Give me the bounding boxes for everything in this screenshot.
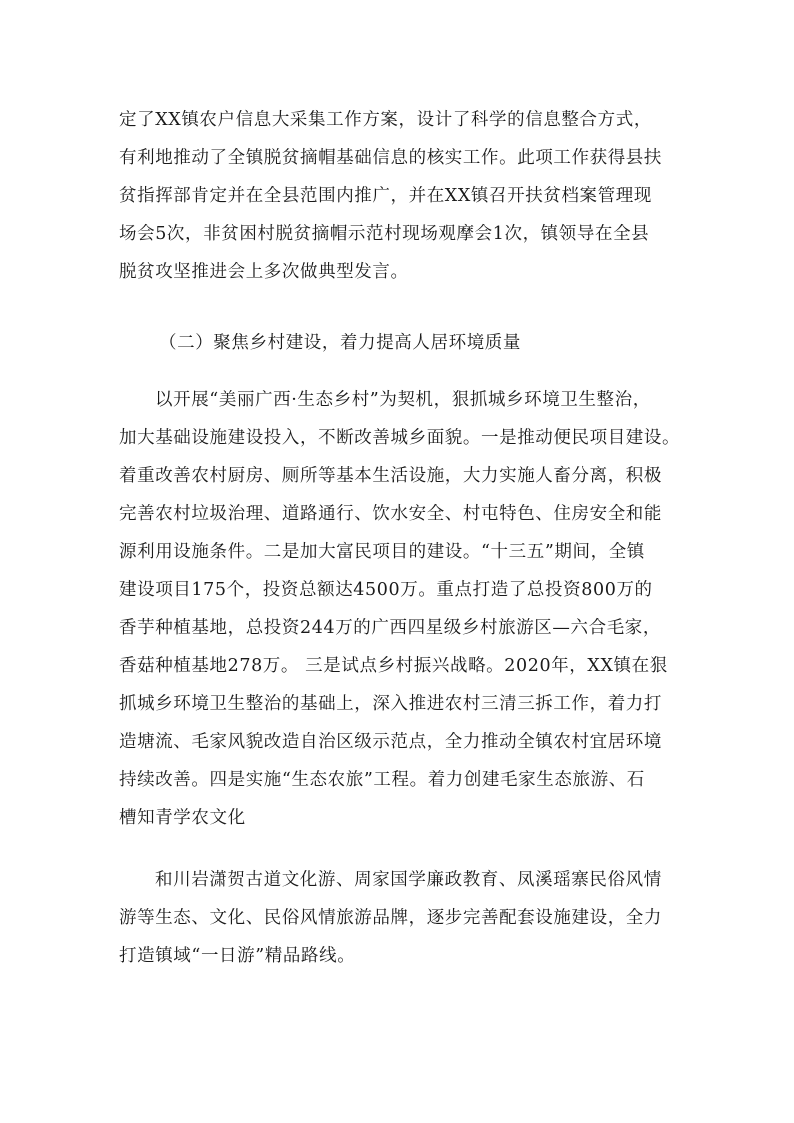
paragraph-2-line-4: 完善农村垃圾治理、道路通行、饮水安全、村屯特色、住房安全和能 (119, 504, 662, 524)
paragraph-1-line-1: 定了XX镇农户信息大采集工作方案，设计了科学的信息整合方式， (119, 110, 652, 130)
paragraph-2-line-6: 建设项目175个，投资总额达4500万。重点打造了总投资800万的 (119, 580, 653, 600)
paragraph-1-line-5: 脱贫攻坚推进会上多次做典型发言。 (119, 262, 409, 282)
paragraph-2-line-10: 造塘流、毛家风貌改造自治区级示范点，全力推动全镇农村宜居环境 (119, 732, 662, 752)
paragraph-2-line-11: 持续改善。四是实施“生态农旅”工程。着力创建毛家生态旅游、石 (119, 770, 645, 790)
paragraph-3-line-2: 游等生态、文化、民俗风情旅游品牌，逐步完善配套设施建设，全力 (119, 908, 662, 928)
paragraph-3-line-3: 打造镇域“一日游”精品路线。 (119, 946, 356, 966)
paragraph-2-line-3: 着重改善农村厨房、厕所等基本生活设施，大力实施人畜分离，积极 (119, 466, 662, 486)
paragraph-2-line-1: 以开展“美丽广西·生态乡村”为契机，狠抓城乡环境卫生整治， (155, 390, 651, 410)
paragraph-2-line-7: 香芋种植基地，总投资244万的广西四星级乡村旅游区—六合毛家， (119, 618, 661, 638)
paragraph-2-line-8: 香菇种植基地278万。 三是试点乡村振兴战略。2020年，XX镇在狠 (119, 656, 668, 676)
paragraph-1-line-3: 贫指挥部肯定并在全县范围内推广，并在XX镇召开扶贫档案管理现 (119, 186, 652, 206)
paragraph-3-line-1: 和川岩潇贺古道文化游、周家国学廉政教育、凤溪瑶寨民俗风情 (155, 870, 662, 890)
paragraph-1-line-2: 有利地推动了全镇脱贫摘帽基础信息的核实工作。此项工作获得县扶 (119, 148, 662, 168)
paragraph-2-line-12: 槽知青学农文化 (119, 808, 246, 828)
paragraph-2-line-9: 抓城乡环境卫生整治的基础上，深入推进农村三清三拆工作，着力打 (119, 694, 662, 714)
paragraph-2-line-5: 源利用设施条件。二是加大富民项目的建设。“十三五”期间，全镇 (119, 542, 645, 562)
section-heading: （二）聚焦乡村建设，着力提高人居环境质量 (159, 333, 521, 353)
paragraph-2-line-2: 加大基础设施建设投入，不断改善城乡面貌。一是推动便民项目建设。 (119, 428, 681, 448)
paragraph-1-line-4: 场会5次，非贫困村脱贫摘帽示范村现场观摩会1次，镇领导在全县 (119, 224, 650, 244)
